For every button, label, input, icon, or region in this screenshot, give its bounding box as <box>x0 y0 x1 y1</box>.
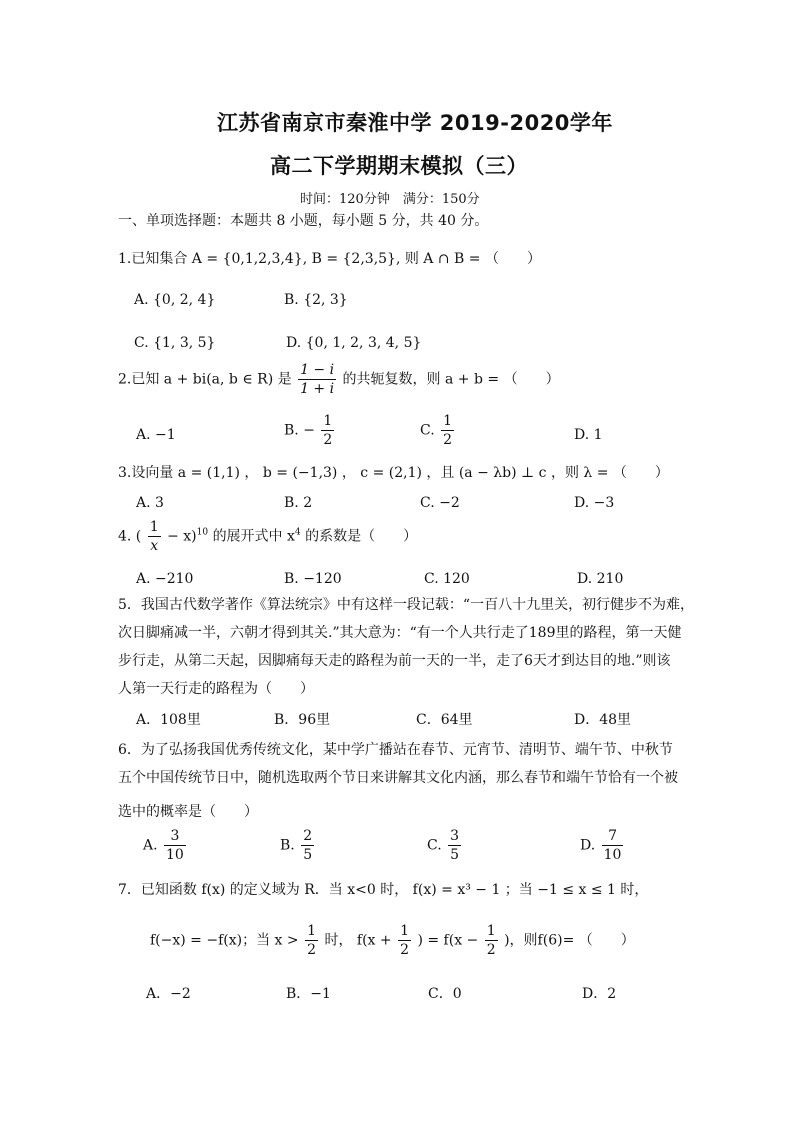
q4-stem-post: 的展开式中 x <box>212 528 295 545</box>
q4-fraction-num: 1 <box>149 519 159 535</box>
q7-option-a: A．−2 <box>146 986 191 1002</box>
q6-option-c-fraction <box>448 829 461 862</box>
q6-option-b-num: 2 <box>303 828 313 844</box>
q7-line2-part-c: ) = f(x − <box>417 932 479 949</box>
q7-half-fraction-1 <box>305 924 318 957</box>
q6-option-b-label: B. <box>280 837 295 854</box>
q5-line3: 步行走，从第二天起，因脚痛每天走的路程为前一天的一半，走了6天才到达目的地.”则该 <box>118 653 671 669</box>
q7-half-den-1: 2 <box>307 942 316 958</box>
q2-option-b-num: 1 <box>323 413 333 429</box>
q2-option-b-label: B. − <box>284 422 315 439</box>
q2-option-d: D. 1 <box>574 427 603 443</box>
q6-option-d-den: 10 <box>603 847 622 863</box>
exam-info: 时间：120分钟 满分：150分 <box>300 192 480 207</box>
q6-option-c-label: C. <box>427 837 442 854</box>
q2-stem-pre: 2.已知 a + bi(a, b ∈ R) 是 <box>118 371 292 388</box>
q5-option-b: B．96里 <box>274 712 331 728</box>
q7-line2 <box>150 924 635 957</box>
q2-option-c-label: C. <box>420 422 435 439</box>
q4-fraction <box>148 520 161 553</box>
q2-option-c <box>420 414 456 447</box>
q6-option-c-num: 3 <box>450 828 460 844</box>
q6-option-a-num: 3 <box>164 829 186 846</box>
q4-stem-pre: 4. ( <box>118 528 142 545</box>
q2-option-c-num: 1 <box>443 413 453 429</box>
q7-half-num-3: 1 <box>486 923 496 939</box>
q6-option-d-num: 7 <box>602 829 624 846</box>
q5-option-c: C．64里 <box>416 712 473 728</box>
q6-line1: 6．为了弘扬我国优秀传统文化，某中学广播站在春节、元宵节、清明节、端午节、中秋节 <box>118 742 673 758</box>
q7-half-fraction-3 <box>485 924 498 957</box>
q2-stem <box>118 363 560 396</box>
q7-line1: 7．已知函数 f(x) 的定义域为 R．当 x<0 时， f(x) = x³ − 1 ；当 −1 ≤ x ≤ 1 时， <box>118 882 649 898</box>
q4-option-d: D. 210 <box>577 571 624 587</box>
q7-half-den-3: 2 <box>486 942 496 958</box>
q6-option-b-den: 5 <box>303 847 313 863</box>
q2-option-b <box>284 414 336 447</box>
q6-line2: 五个中国传统节日中，随机选取两个节日来讲解其文化内涵，那么春节和端午节恰有一个被 <box>118 770 678 786</box>
q5-option-d: D．48里 <box>574 712 632 728</box>
q2-option-b-fraction <box>321 414 334 447</box>
q5-line2: 次日脚痛减一半，六朝才得到其关.”其大意为：“有一个人共行走了189里的路程，第一天健 <box>118 625 682 641</box>
q2-option-b-den: 2 <box>323 432 333 448</box>
q6-option-a-fraction <box>164 829 186 862</box>
q3-option-d: D. −3 <box>574 495 615 511</box>
page-title-line2: 高二下学期期末模拟（三） <box>270 154 528 178</box>
q4-stem <box>118 520 417 553</box>
q6-option-d-label: D. <box>580 837 596 854</box>
q2-fraction <box>298 363 336 396</box>
q6-option-b <box>280 829 316 862</box>
q7-option-c: C．0 <box>428 986 462 1002</box>
q6-option-a-den: 10 <box>166 847 184 863</box>
q7-half-num-1: 1 <box>307 923 316 939</box>
q6-option-a <box>143 829 188 862</box>
q2-option-c-fraction <box>441 414 454 447</box>
q1-option-a: A. {0, 2, 4} <box>134 292 216 308</box>
q1-stem: 1.已知集合 A = {0,1,2,3,4}, B = {2,3,5}, 则 A ∩ B = （ ） <box>118 251 541 267</box>
q7-line2-part-b: 时， f(x + <box>324 932 392 949</box>
q7-option-d: D．2 <box>582 986 617 1002</box>
q7-half-den-2: 2 <box>400 942 409 958</box>
q6-option-a-label: A. <box>143 837 158 854</box>
q6-option-d-fraction <box>602 829 624 862</box>
q6-option-d <box>580 829 625 862</box>
q4-option-c: C. 120 <box>424 571 470 587</box>
q7-half-num-2: 1 <box>400 923 409 939</box>
q1-option-c: C. {1, 3, 5} <box>134 335 216 351</box>
q6-option-c-den: 5 <box>450 847 460 863</box>
q3-option-b: B. 2 <box>284 495 313 511</box>
q4-exponent-2: 4 <box>294 527 301 538</box>
q2-option-c-den: 2 <box>443 432 453 448</box>
q2-fraction-num: 1 − i <box>300 362 335 378</box>
q6-option-c <box>427 829 463 862</box>
q7-line2-part-a: f(−x) = −f(x)；当 x > <box>150 932 299 949</box>
q4-option-b: B. −120 <box>284 571 342 587</box>
q2-fraction-den: 1 + i <box>300 381 335 397</box>
q1-option-d: D. {0, 1, 2, 3, 4, 5} <box>286 335 422 351</box>
q4-stem-mid: − x) <box>167 528 197 545</box>
q7-option-b: B．−1 <box>286 986 331 1002</box>
q3-option-c: C. −2 <box>420 495 460 511</box>
q4-option-a: A. −210 <box>136 571 194 587</box>
q7-line2-part-d: )，则f(6)= （ ） <box>504 932 635 949</box>
q4-exponent: 10 <box>196 527 209 538</box>
q6-line3: 选中的概率是（ ） <box>118 804 258 820</box>
q5-line4: 人第一天行走的路程为（ ） <box>118 681 314 697</box>
q6-option-b-fraction <box>301 829 314 862</box>
q1-option-b: B. {2, 3} <box>284 292 348 308</box>
q5-option-a: A．108里 <box>136 712 201 728</box>
section-heading: 一、单项选择题：本题共 8 小题，每小题 5 分，共 40 分。 <box>118 213 489 229</box>
q3-option-a: A. 3 <box>136 495 164 511</box>
q2-stem-post: 的共轭复数，则 a + b = （ ） <box>342 371 560 388</box>
q5-line1: 5．我国古代数学著作《算法统宗》中有这样一段记载：“一百八十九里关，初行健步不为难， <box>118 597 695 613</box>
q3-stem: 3.设向量 a = (1,1) ， b = (−1,3) ， c = (2,1) ，且 (a − λb) ⊥ c ，则 λ = （ ） <box>118 465 669 481</box>
q2-option-a: A. −1 <box>136 427 176 443</box>
q4-stem-end: 的系数是（ ） <box>305 528 418 545</box>
q7-half-fraction-2 <box>398 924 411 957</box>
q4-fraction-den: x <box>150 538 159 554</box>
page-title-line1: 江苏省南京市秦淮中学 2019-2020学年 <box>217 111 613 135</box>
